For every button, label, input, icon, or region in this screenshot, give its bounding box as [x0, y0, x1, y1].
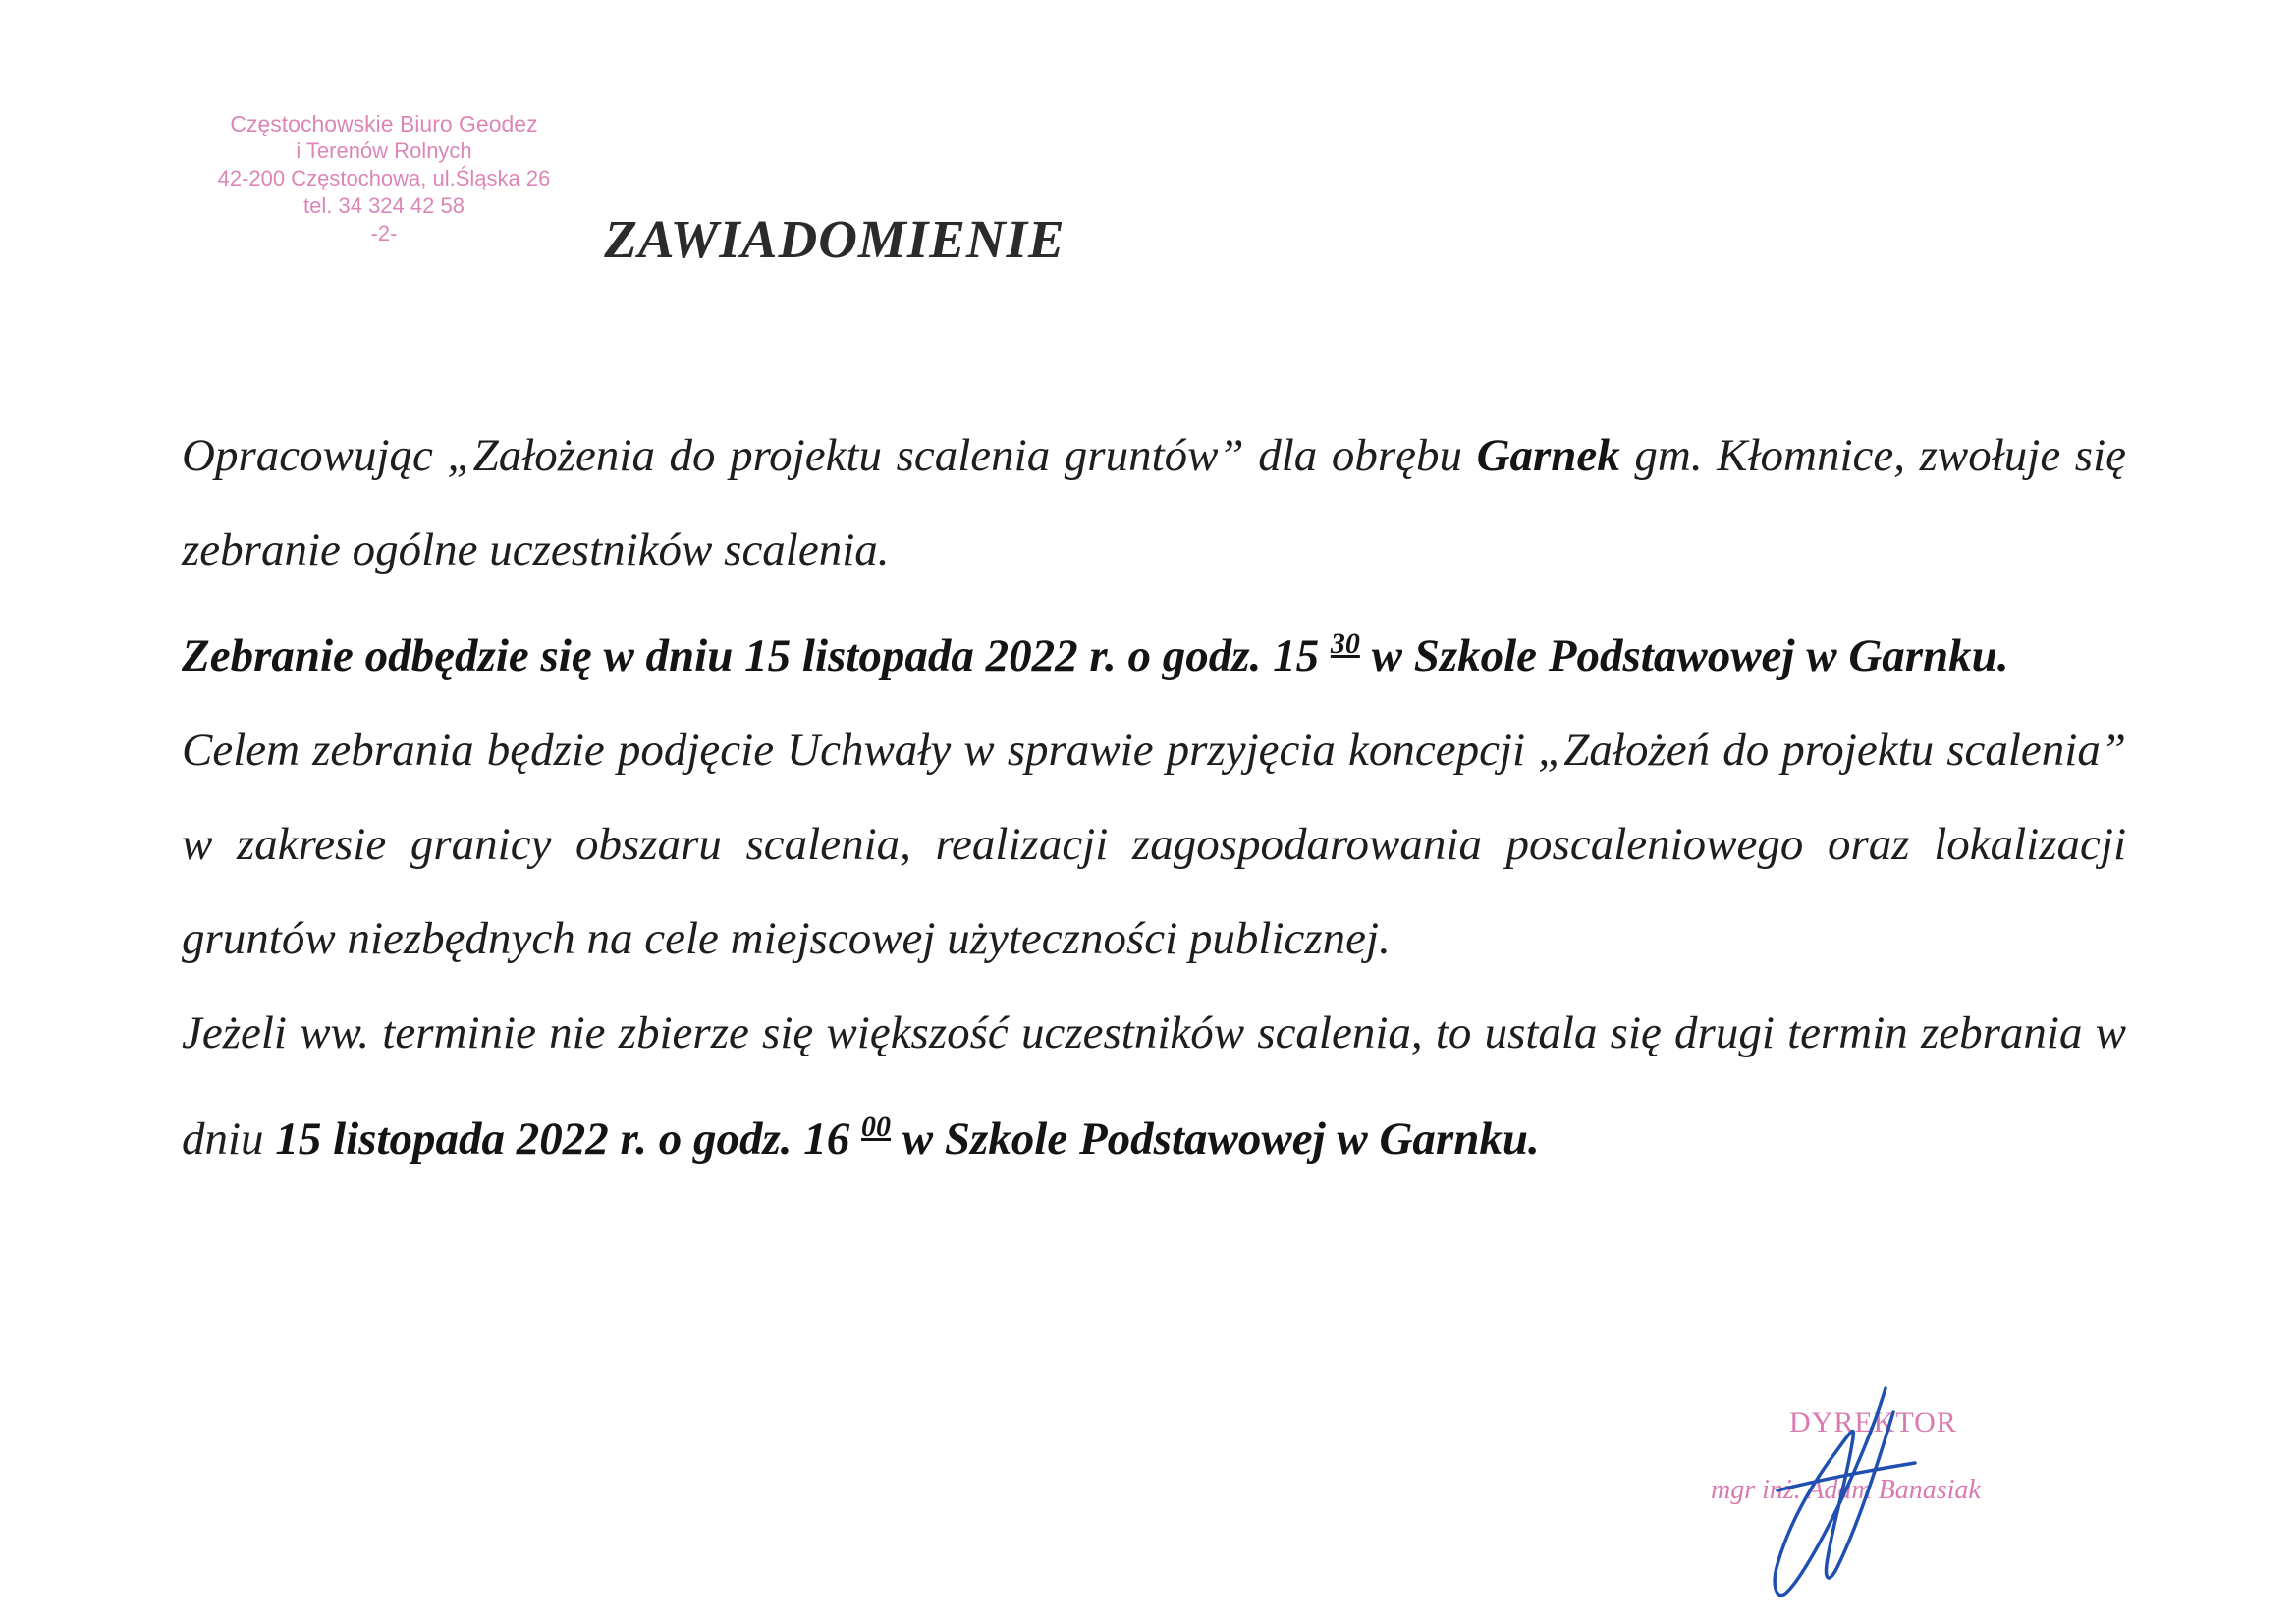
stamp-line-address: 42-200 Częstochowa, ul.Śląska 26 — [217, 166, 551, 190]
stamp-line-phone: tel. 34 324 42 58 — [303, 193, 465, 218]
second-term-place: w Szkole Podstawowej w Garnku. — [891, 1113, 1540, 1164]
stamp-line-office: Częstochowskie Biuro Geodez — [230, 111, 538, 136]
paragraph-intro-text-a: Opracowując „Założenia do projektu scalenia gruntów” dla obrębu — [182, 430, 1477, 481]
meeting-date-text-b: w Szkole Podstawowej w Garnku. — [1359, 630, 2009, 681]
second-term-text-a: Jeżeli ww. terminie nie zbierze się większość uczestników scalenia, to ustala się drugi termin zebrania w dniu — [182, 1007, 2126, 1164]
signature-block — [1669, 1384, 2102, 1610]
paragraph-intro-text-b: gm. Kłomnice, zwołuje się zebranie ogólne uczestników scalenia. — [182, 430, 2126, 575]
document-body — [182, 408, 2126, 1186]
place-name: Garnek — [1476, 430, 1620, 481]
paragraph-meeting-date — [182, 597, 2126, 703]
paragraph-purpose: Celem zebrania będzie podjęcie Uchwały w sprawie przyjęcia koncepcji „Założeń do projektu scalenia” w zakresie granicy obszaru scalenia, realizacji zagospodarowania poscaleniowego oraz lokalizacji gruntów niezbędnych na cele miejscowej użyteczności publicznej. — [182, 725, 2126, 964]
handwritten-signature — [1738, 1382, 1954, 1608]
stamp-line-department: i Terenów Rolnych — [296, 138, 472, 163]
meeting-minutes: 30 — [1330, 627, 1360, 660]
stamp-line-code: -2- — [370, 221, 398, 245]
document-title: ZAWIADOMIENIE — [604, 209, 1066, 269]
paragraph-intro — [182, 408, 2126, 597]
paragraph-second-term — [182, 986, 2126, 1186]
meeting-date-text-a: Zebranie odbędzie się w dniu 15 listopada 2022 r. o godz. 15 — [182, 630, 1331, 681]
director-title: DYREKTOR — [1789, 1406, 1957, 1438]
second-term-date: 15 listopada 2022 r. o godz. 16 — [275, 1113, 862, 1164]
second-term-minutes: 00 — [861, 1110, 892, 1143]
director-name: mgr inż. Adam Banasiak — [1711, 1475, 1981, 1505]
